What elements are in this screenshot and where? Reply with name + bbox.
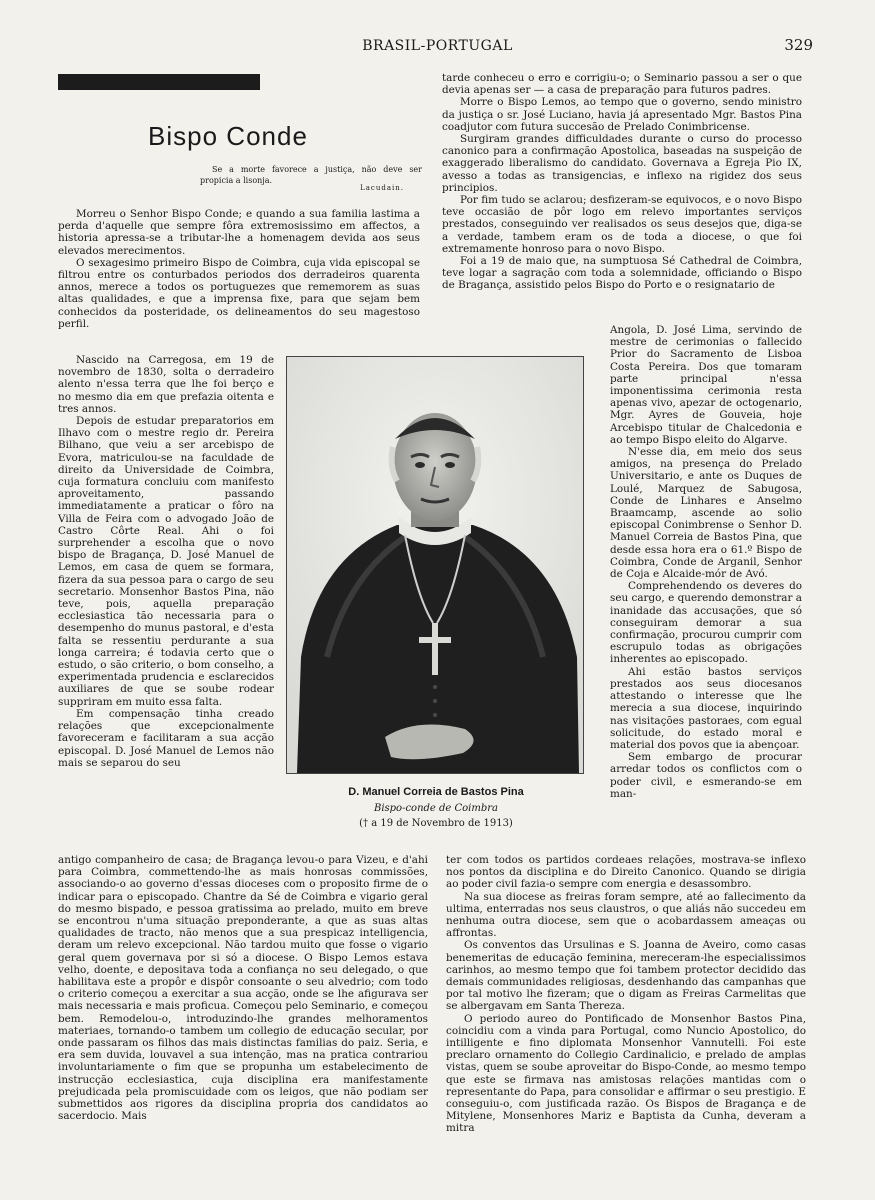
paragraph: ter com todos os partidos cordeaes relações, mostrava-se inflexo nos pontos da disciplina e do Direito Canonico. Quando se dirigia ao poder civil fazia-o sempre com energia e desassombro. <box>446 854 806 891</box>
paragraph: O sexagesimo primeiro Bispo de Coimbra, cuja vida episcopal se filtrou entre os conturbados periodos dos derradeiros quarenta annos, merece a todos os portuguezes que rememorem as suas altas qualidades, e que a imprensa fixe, para que sejam bem conhecidos da posteridade, os delineamentos do seu magestoso perfil. <box>58 256 420 330</box>
page-number: 329 <box>784 36 813 54</box>
paragraph: Ahi estão bastos serviços prestados aos seus diocesanos attestando o interesse que lhe merecia a sua diocese, inquirindo nas visitações pastoraes, com egual solicitude, do estado moral e material dos povos que ia abençoar. <box>610 665 802 751</box>
decorative-bar <box>58 74 260 90</box>
journal-title: BRASIL-PORTUGAL <box>362 38 513 54</box>
paragraph: antigo companheiro de casa; de Bragança levou-o para Vizeu, e d'ahi para Coimbra, commettendo-lhe as mais honrosas commissões, associando-o ao governo d'essas dioceses com o proposito firme de o indicar para o episcopado. Chantre da Sé de Coimbra e vigario geral do mesmo bispado, e pessoa gratissima ao prelado, muito em breve se encontrou n'uma situação preponderante, a que as suas altas qualidades de tracto, não menos que a sua prespicaz intelligencia, deram um relevo excepcional. Não tardou muito que fosse o vigario geral quem governava por si só a diocese. O Bispo Lemos estava velho, doente, e depositava toda a confiança no seu delegado, o que habilitava este a propôr e dispôr consoante o seu alvedrio; com todo o criterio começou a exercitar a sua acção, onde se lhe afigurava ser mais necessaria e mais proficua. Começou pelo Seminario, e começou bem. Remodelou-o, introduzindo-lhe grandes melhoramentos materiaes, tornando-o tambem um collegio de educação secular, por onde passaram os filhos das mais distinctas familias do paiz. Seria, e era sem duvida, louvavel a sua intenção, mas na pratica contrariou involuntariamente o fim que se propunha um estabelecimento de instrucção ecclesiastica, cuja disciplina era manifestamente prejudicada pela promiscuidade com os leigos, que não podiam ser submettidos aos rigores da disciplina propria dos candidatos ao sacerdocio. Mais <box>58 854 428 1123</box>
paragraph: Nascido na Carregosa, em 19 de novembro de 1830, solta o derradeiro alento n'essa terra que lhe foi berço e no mesmo dia em que prefazia oitenta e tres annos. <box>58 354 274 415</box>
paragraph: Os conventos das Ursulinas e S. Joanna de Aveiro, como casas benemeritas de educação feminina, mereceram-lhe especialissimos carinhos, ao mesmo tempo que foi tambem protector decidido das demais communidades religiosas, desdenhando das campanhas que por tal motivo lhe fizeram; que o digam as Freiras Carmelitas que se albergavam em Santa Thereza. <box>446 939 806 1013</box>
paragraph: Por fim tudo se aclarou; desfizeram-se equivocos, e o novo Bispo teve occasião de pôr logo em relevo importantes serviços prestados, conseguindo ver realisados os seus desejos que, diga-se a verdade, tambem eram os de toda a diocese, o que foi extremamente honroso para o novo Bispo. <box>442 194 802 255</box>
caption-role: Bispo-conde de Coimbra <box>373 803 499 814</box>
paragraph: Foi a 19 de maio que, na sumptuosa Sé Cathedral de Coimbra, teve logar a sagração com toda a solemnidade, officiando o Bispo de Bragança, assistido pelos Bispo do Porto e o resignatario de <box>442 255 802 292</box>
right-column-narrow <box>610 324 802 854</box>
portrait-photo <box>286 356 584 774</box>
paragraph: Surgiram grandes difficuldades durante o curso do processo canonico para a confirmação Apostolica, baseadas na suspeição de exaggerado liberalismo do candidato. Governava a Egreja Pio IX, avesso a todas as transigencias, e inflexo na rigidez dos seus principios. <box>442 133 802 194</box>
portrait-illustration <box>287 357 583 773</box>
article-title: Bispo Conde <box>148 121 308 152</box>
paragraph: Morre o Bispo Lemos, ao tempo que o governo, sendo ministro da justiça o sr. José Luciano, havia já apresentado Mgr. Bastos Pina coadjutor com futura succesão de Prelado Conimbricense. <box>442 96 802 133</box>
paragraph: Na sua diocese as freiras foram sempre, até ao fallecimento da ultima, enterradas nos seus claustros, o que aliás não succedeu em nenhuma outra diocese, sem que o acobardassem ameaças ou affrontas. <box>446 890 806 940</box>
paragraph: Comprehendendo os deveres do seu cargo, e querendo demonstrar a inanidade das accusações, que só conseguiram demorar a sua confirmação, procurou cumprir com escrupulo todas as obrigações inherentes ao episcopado. <box>610 580 802 666</box>
paragraph: O periodo aureo do Pontificado de Monsenhor Bastos Pina, coincidiu com a vinda para Portugal, como Nuncio Apostolico, do intilligente e fino diplomata Monsenhor Vannutelli. Foi este preclaro ornamento do Collegio Cardinalicio, e prelado de amplas vistas, quem se soube aproveitar do Bispo-Conde, ao mesmo tempo que este se firmava nas amistosas relações mantidas com o representante do Papa, para consolidar e affirmar o seu prestigio. E conseguiu-o, com justificada razão. Os Bispos de Bragança e de Mitylene, Monsenhores Mariz e Baptista da Cunha, deveram a mitra <box>446 1012 806 1135</box>
paragraph: Depois de estudar preparatorios em Ilhavo com o mestre regio dr. Pereira Bilhano, que veiu a ser arcebispo de Evora, matriculou-se na faculdade de direito da Universidade de Coimbra, cuja formatura concluiu com manifesto aproveitamento, passando immediatamente a praticar o fôro na Villa de Feira com o advogado João de Castro Côrte Real. Ahi o foi surprehender a escolha que o novo bispo de Bragança, D. José Manuel de Lemos, em casa de quem se formara, fizera da sua pessoa para o cargo de seu secretario. Monsenhor Bastos Pina, não teve, pois, aquella preparação ecclesiastica tão necessaria para o desempenho do munus pastoral, e d'esta falta se ressentiu perdurante a sua longa carreira; é todavia certo que o estudo, o são criterio, o bom conselho, a experimentada prudencia e esclarecidos auxiliares de que se soube rodear suppriram em muito essa falta. <box>58 415 274 708</box>
paragraph: Em compensação tinha creado relações que excepcionalmente favoreceram e facilitaram a sua acção episcopal. D. José Manuel de Lemos não mais se separou do seu <box>58 707 274 769</box>
paragraph: Morreu o Senhor Bispo Conde; e quando a sua familia lastima a perda d'aquelle que sempre fôra extremosissimo em affectos, a historia apressa-se a tributar-lhe a homenagem devida aos seus elevados merecimentos. <box>58 208 420 257</box>
caption-name: D. Manuel Correia de Bastos Pina <box>348 786 524 798</box>
epigraph: Se a morte favorece a justiça, não deve ser propicia a lisonja. <box>200 165 422 185</box>
left-column-narrow <box>58 354 274 852</box>
right-column-top <box>442 72 802 326</box>
left-column-bottom <box>58 854 428 1170</box>
right-column-bottom <box>446 854 806 1170</box>
paragraph: Sem embargo de procurar arredar todos os conflictos com o poder civil, e esmerando-se em man- <box>610 751 802 800</box>
left-column-top <box>58 208 420 354</box>
epigraph-author: Lacudain. <box>360 184 404 192</box>
paragraph: N'esse dia, em meio dos seus amigos, na presença do Prelado Universitario, e ante os Duques de Loulé, Marquez de Sabugosa, Conde de Linhares e Anselmo Braamcamp, ascende ao solio episcopal Conimbrense o Senhor D. Manuel Correia de Bastos Pina, que desde essa hora era o 61.º Bispo de Coimbra, Conde de Arganil, Senhor de Coja e Alcaide-mór de Avó. <box>610 446 802 581</box>
paragraph: Angola, D. José Lima, servindo de mestre de cerimonias o fallecido Prior do Sacramento de Lisboa Costa Pereira. Dos que tomaram parte principal n'essa imponentissima cerimonia resta apenas vivo, apezar de octogenario, Mgr. Ayres de Gouveia, hoje Arcebispo titular de Chalcedonia e ao tempo Bispo eleito do Algarve. <box>610 324 802 446</box>
caption-death-date: († a 19 de Novembro de 1913) <box>359 818 513 829</box>
paragraph: tarde conheceu o erro e corrigiu-o; o Seminario passou a ser o que devia apenas ser — a casa de preparação para futuros padres. <box>442 72 802 97</box>
